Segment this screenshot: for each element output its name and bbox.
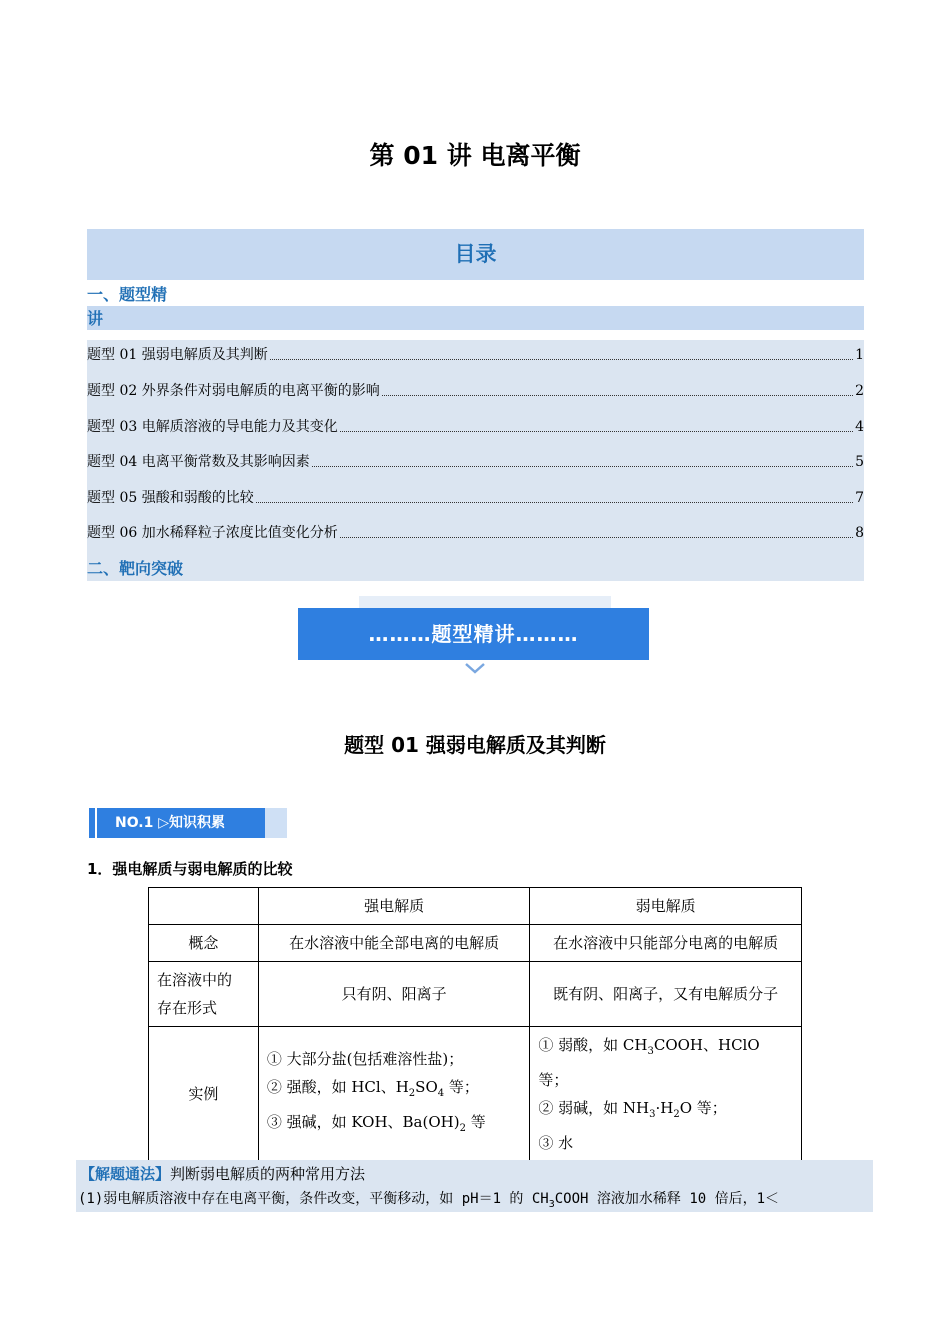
- tag-tail: [265, 808, 287, 838]
- row-label-form: [149, 962, 259, 1027]
- table-cell: 只有阴、阳离子: [258, 962, 530, 1027]
- knowledge-tag: [89, 808, 287, 838]
- row-label-line: 存在形式: [157, 999, 218, 1017]
- toc-item[interactable]: [87, 380, 864, 402]
- toc-item-page: 8: [855, 525, 864, 541]
- method-heading: [80, 1162, 365, 1186]
- table-row: [149, 888, 802, 925]
- toc-item-page: 7: [855, 490, 864, 506]
- table-cell: 在水溶液中能全部电离的电解质: [258, 925, 530, 962]
- toc-leader-dots: [382, 394, 853, 396]
- example-line: ② 弱碱，如 $NH_3\cdot H_2O$ 等；: [538, 1099, 727, 1120]
- toc-item-label: 题型 02 外界条件对弱电解质的电离平衡的影响: [87, 383, 380, 399]
- toc-item-label: 题型 04 电离平衡常数及其影响因素: [87, 454, 310, 470]
- example-line: ② 强酸，如 HCl、$H_2SO_4$ 等；: [266, 1078, 479, 1099]
- toc-leader-dots: [256, 501, 853, 503]
- toc-leader-dots: [270, 358, 853, 360]
- toc-item-page: 2: [855, 383, 864, 399]
- toc-item-page: 1: [855, 347, 864, 363]
- example-line: ① 弱酸，如 $CH_3COOH$、HClO: [538, 1036, 760, 1057]
- example-line: ③ 水: [538, 1134, 574, 1152]
- table-cell-empty: [149, 888, 259, 925]
- toc-item[interactable]: [87, 522, 864, 544]
- row-label-line: 在溶液中的: [157, 971, 233, 989]
- table-header-strong: 强电解质: [258, 888, 530, 925]
- toc-item-label: 题型 06 加水稀释粒子浓度比值变化分析: [87, 525, 338, 541]
- toc-item[interactable]: [87, 487, 864, 509]
- method-box: [76, 1160, 873, 1212]
- toc-section-1[interactable]: [87, 284, 864, 330]
- toc-item-page: 5: [855, 454, 864, 470]
- toc-section-2[interactable]: 二、靶向突破: [87, 559, 184, 578]
- method-line: (1)弱电解质溶液中存在电离平衡，条件改变，平衡移动，如 pH＝1 的 $CH_3COOH$ 溶液加水稀释 10 倍后，1＜: [78, 1191, 780, 1210]
- subheading: 1．强电解质与弱电解质的比较: [87, 860, 293, 878]
- toc-leader-dots: [340, 536, 853, 538]
- toc-item-label: 题型 05 强酸和弱酸的比较: [87, 490, 254, 506]
- toc-leader-dots: [340, 430, 853, 432]
- table-cell: 既有阴、阳离子，又有电解质分子: [530, 962, 802, 1027]
- comparison-table: [148, 887, 802, 1162]
- section-banner: ………题型精讲………: [298, 608, 649, 660]
- table-cell: 在水溶液中只能部分电离的电解质: [530, 925, 802, 962]
- toc-item-label: 题型 03 电解质溶液的导电能力及其变化: [87, 419, 338, 435]
- table-row: [149, 1027, 802, 1162]
- toc-section-1-label-cont: 讲: [87, 309, 104, 328]
- example-line: 等；: [538, 1071, 569, 1089]
- method-text: 判断弱电解质的两种常用方法: [170, 1165, 366, 1183]
- table-header-weak: 弱电解质: [530, 888, 802, 925]
- toc-item[interactable]: [87, 344, 864, 366]
- page-title: 第 01 讲 电离平衡: [369, 141, 581, 170]
- section-title: 题型 01 强弱电解质及其判断: [344, 733, 606, 757]
- table-row: [149, 925, 802, 962]
- tag-bar: [89, 808, 95, 838]
- method-label: 【解题通法】: [80, 1165, 171, 1183]
- row-label-examples: 实例: [149, 1027, 259, 1162]
- toc-leader-dots: [312, 465, 853, 467]
- table-row: [149, 962, 802, 1027]
- table-cell-strong-examples: [258, 1027, 530, 1162]
- toc-item-page: 4: [855, 419, 864, 435]
- chevron-down-icon: [463, 660, 487, 678]
- example-line: ③ 强碱，如 KOH、$Ba(OH)_2$ 等: [266, 1113, 486, 1134]
- tag-label: NO.1 ▷知识积累: [97, 808, 265, 838]
- example-line: ① 大部分盐(包括难溶性盐)；: [266, 1050, 464, 1068]
- toc-item[interactable]: [87, 416, 864, 438]
- table-cell-weak-examples: [530, 1027, 802, 1162]
- toc-item-label: 题型 01 强弱电解质及其判断: [87, 347, 268, 363]
- section-band: [87, 306, 864, 330]
- toc-item[interactable]: [87, 451, 864, 473]
- toc-section-1-label: 一、题型精: [87, 285, 168, 304]
- toc-header: 目录: [87, 229, 864, 280]
- row-label-concept: 概念: [149, 925, 259, 962]
